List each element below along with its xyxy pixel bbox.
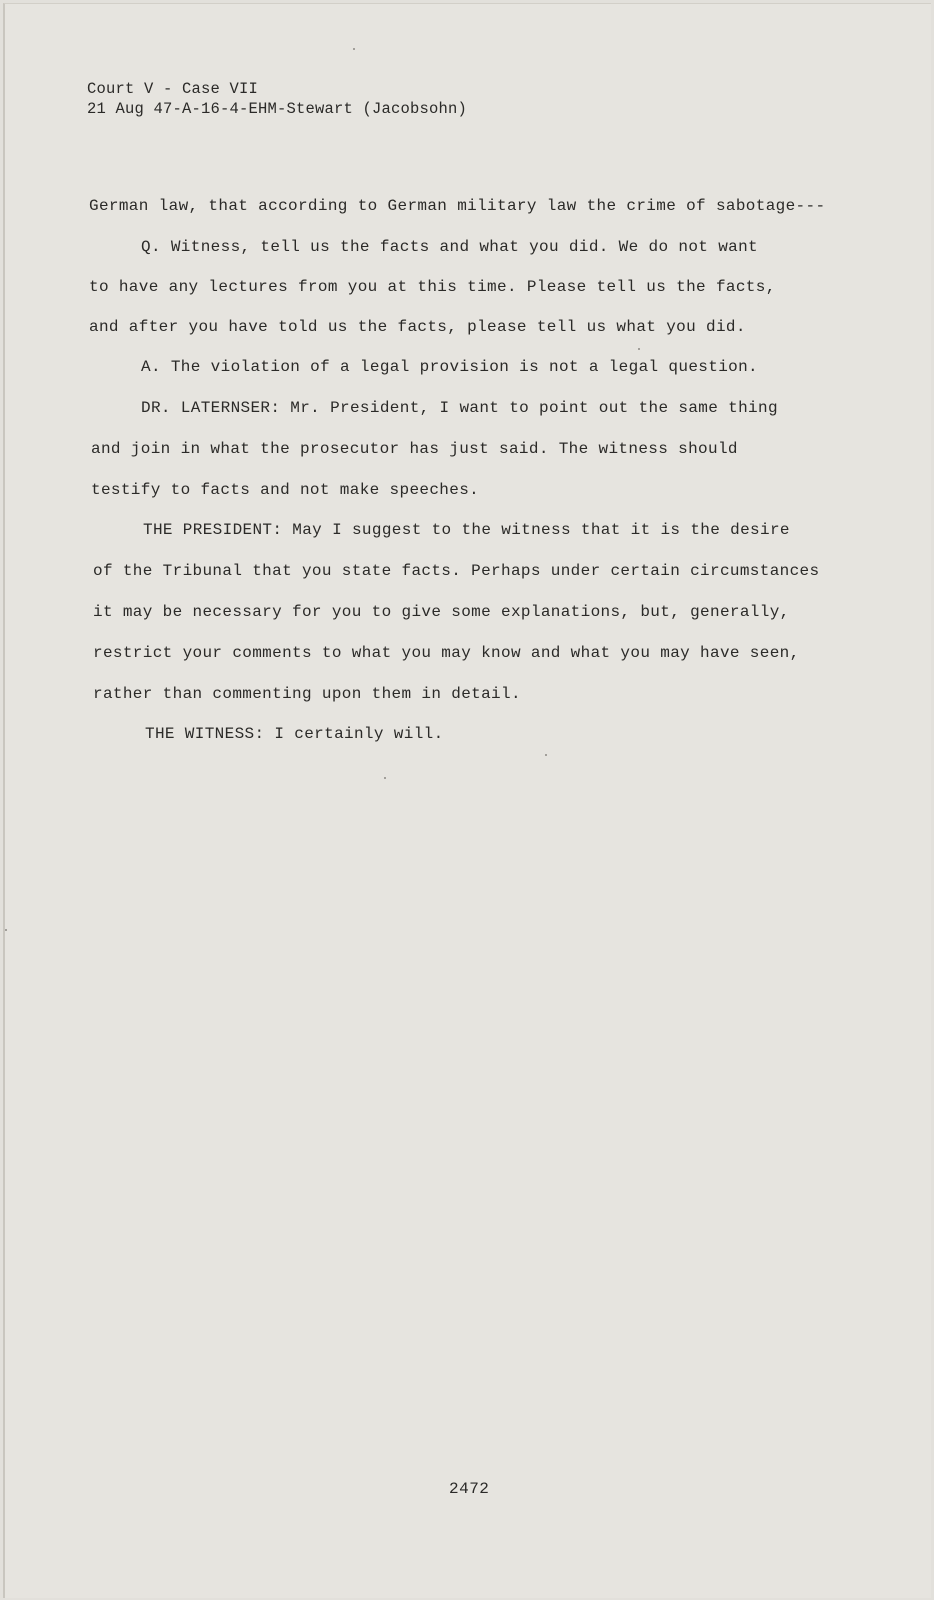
transcript-line: to have any lectures from you at this time. Please tell us the facts,: [89, 278, 776, 296]
case-header-court: Court V - Case VII: [87, 80, 259, 98]
paper-speck: [353, 48, 355, 50]
paper-speck: [638, 348, 640, 350]
page-number: 2472: [449, 1480, 490, 1498]
transcript-line: testify to facts and not make speeches.: [91, 481, 480, 499]
transcript-line: German law, that according to German military law the crime of sabotage---: [89, 197, 826, 215]
transcript-line: and after you have told us the facts, please tell us what you did.: [89, 318, 746, 336]
transcript-line: rather than commenting upon them in detail.: [93, 685, 521, 703]
transcript-line: DR. LATERNSER: Mr. President, I want to point out the same thing: [141, 399, 778, 417]
case-header-reference: 21 Aug 47-A-16-4-EHM-Stewart (Jacobsohn): [87, 100, 468, 118]
transcript-line: it may be necessary for you to give some explanations, but, generally,: [93, 603, 790, 621]
transcript-line: and join in what the prosecutor has just said. The witness should: [91, 440, 738, 458]
transcript-line: A. The violation of a legal provision is not a legal question.: [141, 358, 758, 376]
transcript-line: THE PRESIDENT: May I suggest to the witness that it is the desire: [143, 521, 790, 539]
transcript-line: Q. Witness, tell us the facts and what you did. We do not want: [141, 238, 758, 256]
transcript-line: of the Tribunal that you state facts. Perhaps under certain circumstances: [93, 562, 820, 580]
document-page: [3, 3, 931, 1598]
paper-speck: [545, 754, 547, 756]
paper-speck: [384, 777, 386, 779]
transcript-line: THE WITNESS: I certainly will.: [145, 725, 444, 743]
paper-speck: [5, 929, 7, 931]
transcript-line: restrict your comments to what you may know and what you may have seen,: [93, 644, 800, 662]
